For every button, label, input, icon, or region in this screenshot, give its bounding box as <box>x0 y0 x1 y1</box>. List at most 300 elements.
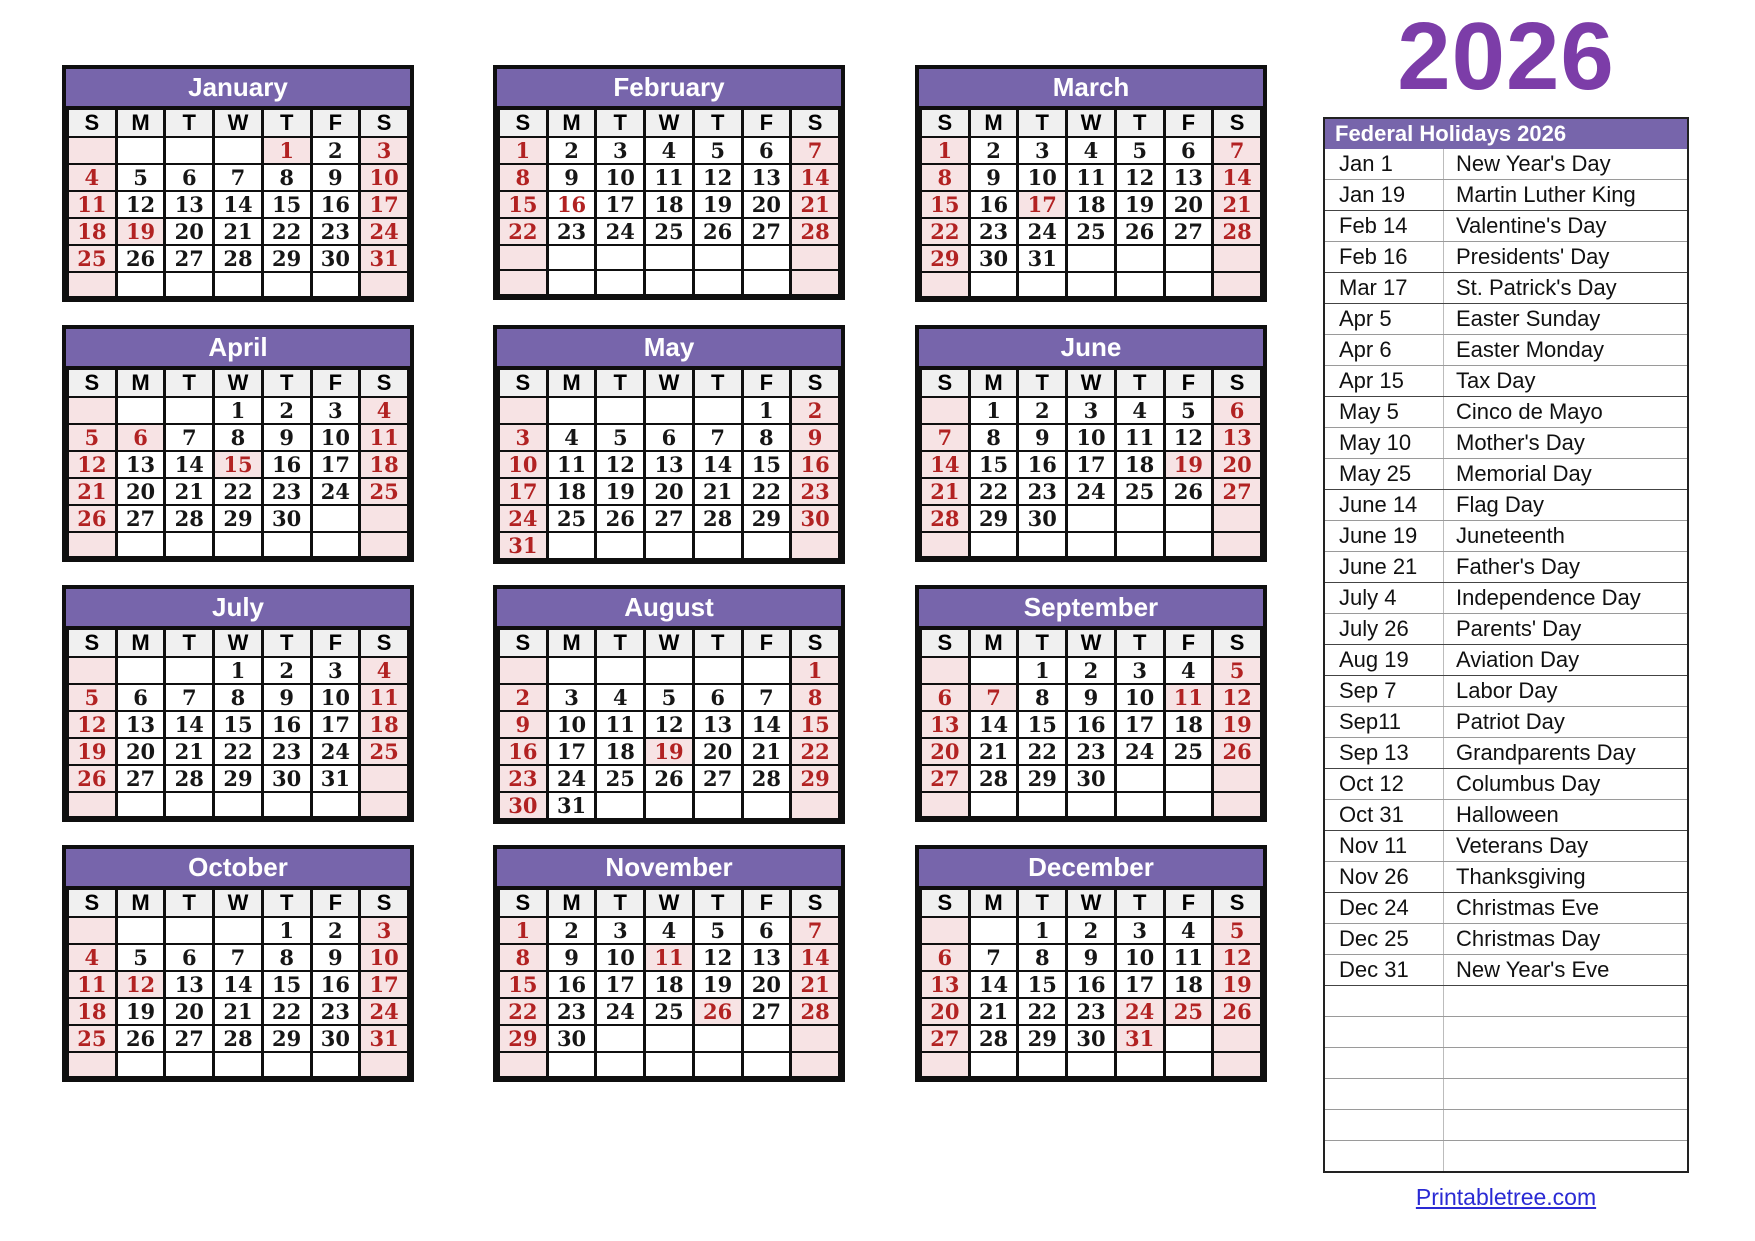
day-cell: 24 <box>360 998 409 1025</box>
day-cell: 19 <box>68 738 117 765</box>
day-cell: 12 <box>1115 164 1164 191</box>
day-cell: 29 <box>262 245 311 272</box>
empty-cell <box>360 765 409 792</box>
day-cell: 6 <box>742 137 791 164</box>
day-cell: 14 <box>693 451 742 478</box>
day-cell: 7 <box>214 944 263 971</box>
day-cell: 5 <box>116 164 165 191</box>
day-cell: 26 <box>1164 478 1213 505</box>
day-cell: 3 <box>360 137 409 164</box>
holiday-date: May 10 <box>1339 430 1412 455</box>
empty-cell <box>116 657 165 684</box>
day-cell: 14 <box>969 971 1018 998</box>
weekday-header: S <box>791 109 840 137</box>
holiday-name <box>1443 986 1687 1016</box>
day-cell: 3 <box>596 917 645 944</box>
day-cell: 14 <box>742 711 791 738</box>
weekday-header: F <box>1164 889 1213 917</box>
holiday-name: Christmas Day <box>1443 924 1687 954</box>
site-link[interactable]: Printabletree.com <box>1415 1184 1597 1210</box>
holiday-list <box>1325 149 1687 1171</box>
holiday-date: Apr 5 <box>1339 306 1392 331</box>
weekday-header: F <box>1164 629 1213 657</box>
month-title: October <box>66 849 410 888</box>
day-cell: 21 <box>791 191 840 218</box>
empty-cell <box>165 917 214 944</box>
empty-cell <box>1067 245 1116 272</box>
day-cell: 18 <box>360 711 409 738</box>
weekday-header: M <box>116 369 165 397</box>
day-cell: 15 <box>742 451 791 478</box>
day-cell: 27 <box>1164 218 1213 245</box>
day-cell: 20 <box>921 738 970 765</box>
holiday-name: Grandparents Day <box>1443 738 1687 768</box>
day-cell: 26 <box>116 245 165 272</box>
day-cell: 5 <box>1213 657 1262 684</box>
day-cell: 22 <box>742 478 791 505</box>
day-cell: 16 <box>262 451 311 478</box>
day-cell: 6 <box>165 164 214 191</box>
day-cell: 11 <box>645 944 694 971</box>
holiday-row <box>1325 614 1687 645</box>
day-cell: 15 <box>791 711 840 738</box>
day-cell: 6 <box>742 917 791 944</box>
empty-cell <box>693 532 742 559</box>
month-title: February <box>497 69 841 108</box>
day-cell: 22 <box>969 478 1018 505</box>
day-cell: 14 <box>165 451 214 478</box>
empty-cell <box>1164 245 1213 272</box>
day-cell: 25 <box>645 218 694 245</box>
day-cell: 29 <box>214 765 263 792</box>
day-cell: 23 <box>547 218 596 245</box>
day-cell: 25 <box>1115 478 1164 505</box>
month-title: April <box>66 329 410 368</box>
empty-cell <box>596 245 645 270</box>
day-cell: 12 <box>1213 684 1262 711</box>
day-cell: 6 <box>1213 397 1262 424</box>
day-cell: 4 <box>68 944 117 971</box>
day-cell: 12 <box>116 191 165 218</box>
day-cell: 19 <box>1213 711 1262 738</box>
holiday-name: New Year's Day <box>1443 149 1687 179</box>
empty-cell <box>791 1025 840 1052</box>
day-cell: 6 <box>116 424 165 451</box>
day-cell: 11 <box>360 424 409 451</box>
holiday-row <box>1325 397 1687 428</box>
day-cell: 29 <box>1018 765 1067 792</box>
day-cell: 28 <box>791 218 840 245</box>
empty-cell <box>262 272 311 297</box>
empty-cell <box>1213 1052 1262 1077</box>
day-cell: 30 <box>1018 505 1067 532</box>
day-cell: 2 <box>262 657 311 684</box>
day-cell: 30 <box>791 505 840 532</box>
day-cell: 25 <box>645 998 694 1025</box>
holiday-name: Independence Day <box>1443 583 1687 613</box>
empty-cell <box>360 792 409 817</box>
day-cell: 25 <box>547 505 596 532</box>
day-cell: 7 <box>214 164 263 191</box>
day-cell: 17 <box>360 971 409 998</box>
day-cell: 8 <box>214 424 263 451</box>
day-cell: 7 <box>1213 137 1262 164</box>
holiday-date <box>1325 1110 1443 1140</box>
weekday-header: W <box>214 369 263 397</box>
day-cell: 10 <box>360 164 409 191</box>
empty-cell <box>116 1052 165 1077</box>
empty-cell <box>1164 532 1213 557</box>
empty-cell <box>742 1052 791 1077</box>
empty-cell <box>165 1052 214 1077</box>
day-cell: 31 <box>547 792 596 819</box>
weekday-header: S <box>68 629 117 657</box>
day-cell: 26 <box>1115 218 1164 245</box>
day-cell: 13 <box>1164 164 1213 191</box>
day-cell: 8 <box>1018 684 1067 711</box>
empty-cell <box>969 792 1018 817</box>
day-cell: 8 <box>791 684 840 711</box>
day-cell: 28 <box>214 245 263 272</box>
day-cell: 18 <box>360 451 409 478</box>
day-cell: 29 <box>742 505 791 532</box>
day-cell: 30 <box>262 505 311 532</box>
weekday-header: S <box>360 109 409 137</box>
weekday-header: T <box>262 109 311 137</box>
empty-cell <box>311 532 360 557</box>
day-cell: 17 <box>1067 451 1116 478</box>
holiday-row <box>1325 893 1687 924</box>
day-cell: 14 <box>791 164 840 191</box>
day-cell: 10 <box>547 711 596 738</box>
day-cell: 10 <box>311 684 360 711</box>
day-cell: 15 <box>214 711 263 738</box>
day-cell: 28 <box>1213 218 1262 245</box>
holiday-name: Valentine's Day <box>1443 211 1687 241</box>
day-cell: 15 <box>1018 711 1067 738</box>
day-cell: 15 <box>1018 971 1067 998</box>
holiday-date: Nov 11 <box>1339 833 1408 858</box>
empty-cell <box>499 657 548 684</box>
empty-cell <box>116 137 165 164</box>
day-cell: 4 <box>1067 137 1116 164</box>
day-cell: 23 <box>547 998 596 1025</box>
weekday-header: F <box>742 629 791 657</box>
holiday-empty-row <box>1325 1017 1687 1048</box>
weekday-header: S <box>1213 629 1262 657</box>
holiday-date: Sep 13 <box>1339 740 1409 765</box>
empty-cell <box>547 657 596 684</box>
weekday-header: T <box>262 629 311 657</box>
empty-cell <box>116 397 165 424</box>
day-cell: 17 <box>596 191 645 218</box>
day-cell: 16 <box>1067 711 1116 738</box>
day-cell: 15 <box>969 451 1018 478</box>
day-cell: 11 <box>360 684 409 711</box>
day-cell: 12 <box>1213 944 1262 971</box>
empty-cell <box>645 792 694 819</box>
day-cell: 3 <box>1115 657 1164 684</box>
weekday-header: T <box>165 369 214 397</box>
day-cell: 2 <box>499 684 548 711</box>
day-cell: 26 <box>1213 738 1262 765</box>
empty-cell <box>742 532 791 559</box>
day-cell: 14 <box>165 711 214 738</box>
day-cell: 7 <box>791 917 840 944</box>
holiday-date: Apr 15 <box>1339 368 1404 393</box>
day-cell: 13 <box>921 971 970 998</box>
empty-cell <box>360 1052 409 1077</box>
day-cell: 9 <box>262 424 311 451</box>
day-cell: 27 <box>921 765 970 792</box>
day-cell: 8 <box>262 944 311 971</box>
holiday-date: Jan 1 <box>1339 151 1393 176</box>
day-cell: 15 <box>921 191 970 218</box>
day-cell: 27 <box>742 998 791 1025</box>
day-cell: 23 <box>262 738 311 765</box>
day-cell: 26 <box>68 505 117 532</box>
weekday-header: S <box>360 889 409 917</box>
weekday-header: S <box>921 109 970 137</box>
day-cell: 26 <box>116 1025 165 1052</box>
day-cell: 13 <box>165 191 214 218</box>
day-cell: 8 <box>214 684 263 711</box>
holiday-row <box>1325 738 1687 769</box>
day-cell: 20 <box>1213 451 1262 478</box>
day-cell: 1 <box>1018 657 1067 684</box>
holiday-row <box>1325 769 1687 800</box>
holiday-date: Sep11 <box>1339 709 1401 734</box>
day-cell: 24 <box>1115 998 1164 1025</box>
day-cell: 3 <box>311 397 360 424</box>
day-cell: 23 <box>311 998 360 1025</box>
day-cell: 8 <box>1018 944 1067 971</box>
month-title: May <box>497 329 841 368</box>
holiday-name: Labor Day <box>1443 676 1687 706</box>
holiday-date: Feb 14 <box>1339 213 1408 238</box>
month-title: July <box>66 589 410 628</box>
holiday-name: Veterans Day <box>1443 831 1687 861</box>
day-cell: 18 <box>1164 711 1213 738</box>
day-cell: 30 <box>311 1025 360 1052</box>
day-cell: 23 <box>262 478 311 505</box>
day-cell: 4 <box>645 137 694 164</box>
day-cell: 4 <box>596 684 645 711</box>
holiday-name: Presidents' Day <box>1443 242 1687 272</box>
weekday-header: T <box>1018 369 1067 397</box>
day-cell: 18 <box>645 971 694 998</box>
day-cell: 17 <box>311 711 360 738</box>
holiday-name: Memorial Day <box>1443 459 1687 489</box>
empty-cell <box>311 1052 360 1077</box>
empty-cell <box>969 917 1018 944</box>
day-cell: 18 <box>1115 451 1164 478</box>
day-cell: 12 <box>693 944 742 971</box>
empty-cell <box>1164 765 1213 792</box>
day-cell: 28 <box>214 1025 263 1052</box>
day-cell: 26 <box>645 765 694 792</box>
month-september <box>915 585 1267 822</box>
day-cell: 3 <box>360 917 409 944</box>
day-cell: 21 <box>214 218 263 245</box>
day-cell: 21 <box>921 478 970 505</box>
holiday-row <box>1325 428 1687 459</box>
day-cell: 18 <box>68 998 117 1025</box>
empty-cell <box>1115 532 1164 557</box>
empty-cell <box>499 245 548 270</box>
day-cell: 24 <box>596 998 645 1025</box>
day-cell: 16 <box>1018 451 1067 478</box>
weekday-header: T <box>1018 109 1067 137</box>
day-cell: 22 <box>921 218 970 245</box>
empty-cell <box>1164 505 1213 532</box>
month-title: September <box>919 589 1263 628</box>
holiday-row <box>1325 955 1687 986</box>
empty-cell <box>791 270 840 295</box>
empty-cell <box>791 532 840 559</box>
day-cell: 25 <box>1164 998 1213 1025</box>
day-cell: 14 <box>214 191 263 218</box>
empty-cell <box>547 270 596 295</box>
weekday-header: T <box>165 629 214 657</box>
day-cell: 22 <box>499 218 548 245</box>
day-cell: 1 <box>1018 917 1067 944</box>
empty-cell <box>68 272 117 297</box>
day-cell: 10 <box>311 424 360 451</box>
month-title: November <box>497 849 841 888</box>
empty-cell <box>1067 272 1116 297</box>
day-cell: 28 <box>693 505 742 532</box>
weekday-header: T <box>596 889 645 917</box>
day-cell: 1 <box>921 137 970 164</box>
day-cell: 29 <box>969 505 1018 532</box>
day-cell: 22 <box>262 218 311 245</box>
weekday-header: S <box>499 629 548 657</box>
day-cell: 19 <box>1115 191 1164 218</box>
weekday-header: M <box>969 889 1018 917</box>
day-cell: 9 <box>1018 424 1067 451</box>
month-title: June <box>919 329 1263 368</box>
weekday-header: W <box>1067 889 1116 917</box>
day-cell: 7 <box>969 944 1018 971</box>
empty-cell <box>214 1052 263 1077</box>
day-cell: 21 <box>969 738 1018 765</box>
day-cell: 16 <box>547 971 596 998</box>
weekday-header: T <box>1018 889 1067 917</box>
weekday-header: S <box>68 109 117 137</box>
day-cell: 14 <box>1213 164 1262 191</box>
empty-cell <box>1115 272 1164 297</box>
holiday-date: Sep 7 <box>1339 678 1397 703</box>
day-cell: 30 <box>547 1025 596 1052</box>
holiday-date: July 4 <box>1339 585 1397 610</box>
weekday-header: W <box>645 629 694 657</box>
empty-cell <box>969 657 1018 684</box>
weekday-header: T <box>262 889 311 917</box>
weekday-header: S <box>921 889 970 917</box>
day-cell: 22 <box>791 738 840 765</box>
weekday-header: T <box>165 889 214 917</box>
empty-cell <box>742 270 791 295</box>
day-cell: 2 <box>262 397 311 424</box>
day-cell: 28 <box>791 998 840 1025</box>
weekday-header: W <box>214 889 263 917</box>
empty-cell <box>165 137 214 164</box>
empty-cell <box>547 532 596 559</box>
day-cell: 11 <box>645 164 694 191</box>
day-cell: 20 <box>742 191 791 218</box>
day-cell: 16 <box>311 191 360 218</box>
day-cell: 12 <box>596 451 645 478</box>
empty-cell <box>969 1052 1018 1077</box>
day-cell: 28 <box>969 765 1018 792</box>
day-cell: 1 <box>262 137 311 164</box>
day-cell: 15 <box>499 971 548 998</box>
day-cell: 30 <box>499 792 548 819</box>
empty-cell <box>1213 245 1262 272</box>
empty-cell <box>311 792 360 817</box>
day-cell: 8 <box>742 424 791 451</box>
day-cell: 6 <box>693 684 742 711</box>
day-cell: 17 <box>311 451 360 478</box>
empty-cell <box>596 792 645 819</box>
day-cell: 31 <box>499 532 548 559</box>
month-october <box>62 845 414 1082</box>
month-august <box>493 585 845 824</box>
day-cell: 23 <box>1018 478 1067 505</box>
day-cell: 7 <box>742 684 791 711</box>
empty-cell <box>1213 272 1262 297</box>
weekday-header: S <box>360 369 409 397</box>
day-cell: 20 <box>116 478 165 505</box>
empty-cell <box>116 917 165 944</box>
holiday-date: Dec 25 <box>1339 926 1409 951</box>
empty-cell <box>68 1052 117 1077</box>
day-cell: 31 <box>311 765 360 792</box>
month-march <box>915 65 1267 302</box>
day-cell: 8 <box>499 944 548 971</box>
day-cell: 5 <box>116 944 165 971</box>
weekday-header: W <box>1067 109 1116 137</box>
day-cell: 16 <box>791 451 840 478</box>
holiday-date: May 25 <box>1339 461 1412 486</box>
day-cell: 16 <box>311 971 360 998</box>
day-cell: 17 <box>499 478 548 505</box>
day-cell: 25 <box>68 1025 117 1052</box>
empty-cell <box>921 397 970 424</box>
empty-cell <box>165 657 214 684</box>
month-title: December <box>919 849 1263 888</box>
day-cell: 6 <box>921 684 970 711</box>
day-cell: 10 <box>1018 164 1067 191</box>
empty-cell <box>921 917 970 944</box>
day-cell: 30 <box>262 765 311 792</box>
day-cell: 5 <box>693 917 742 944</box>
holiday-name: Tax Day <box>1443 366 1687 396</box>
day-cell: 4 <box>547 424 596 451</box>
weekday-header: M <box>116 109 165 137</box>
day-cell: 9 <box>311 944 360 971</box>
day-cell: 9 <box>262 684 311 711</box>
day-cell: 22 <box>1018 738 1067 765</box>
day-cell: 16 <box>547 191 596 218</box>
weekday-header: T <box>693 109 742 137</box>
day-cell: 1 <box>214 397 263 424</box>
day-cell: 28 <box>921 505 970 532</box>
day-cell: 20 <box>116 738 165 765</box>
empty-cell <box>1213 1025 1262 1052</box>
empty-cell <box>596 1025 645 1052</box>
